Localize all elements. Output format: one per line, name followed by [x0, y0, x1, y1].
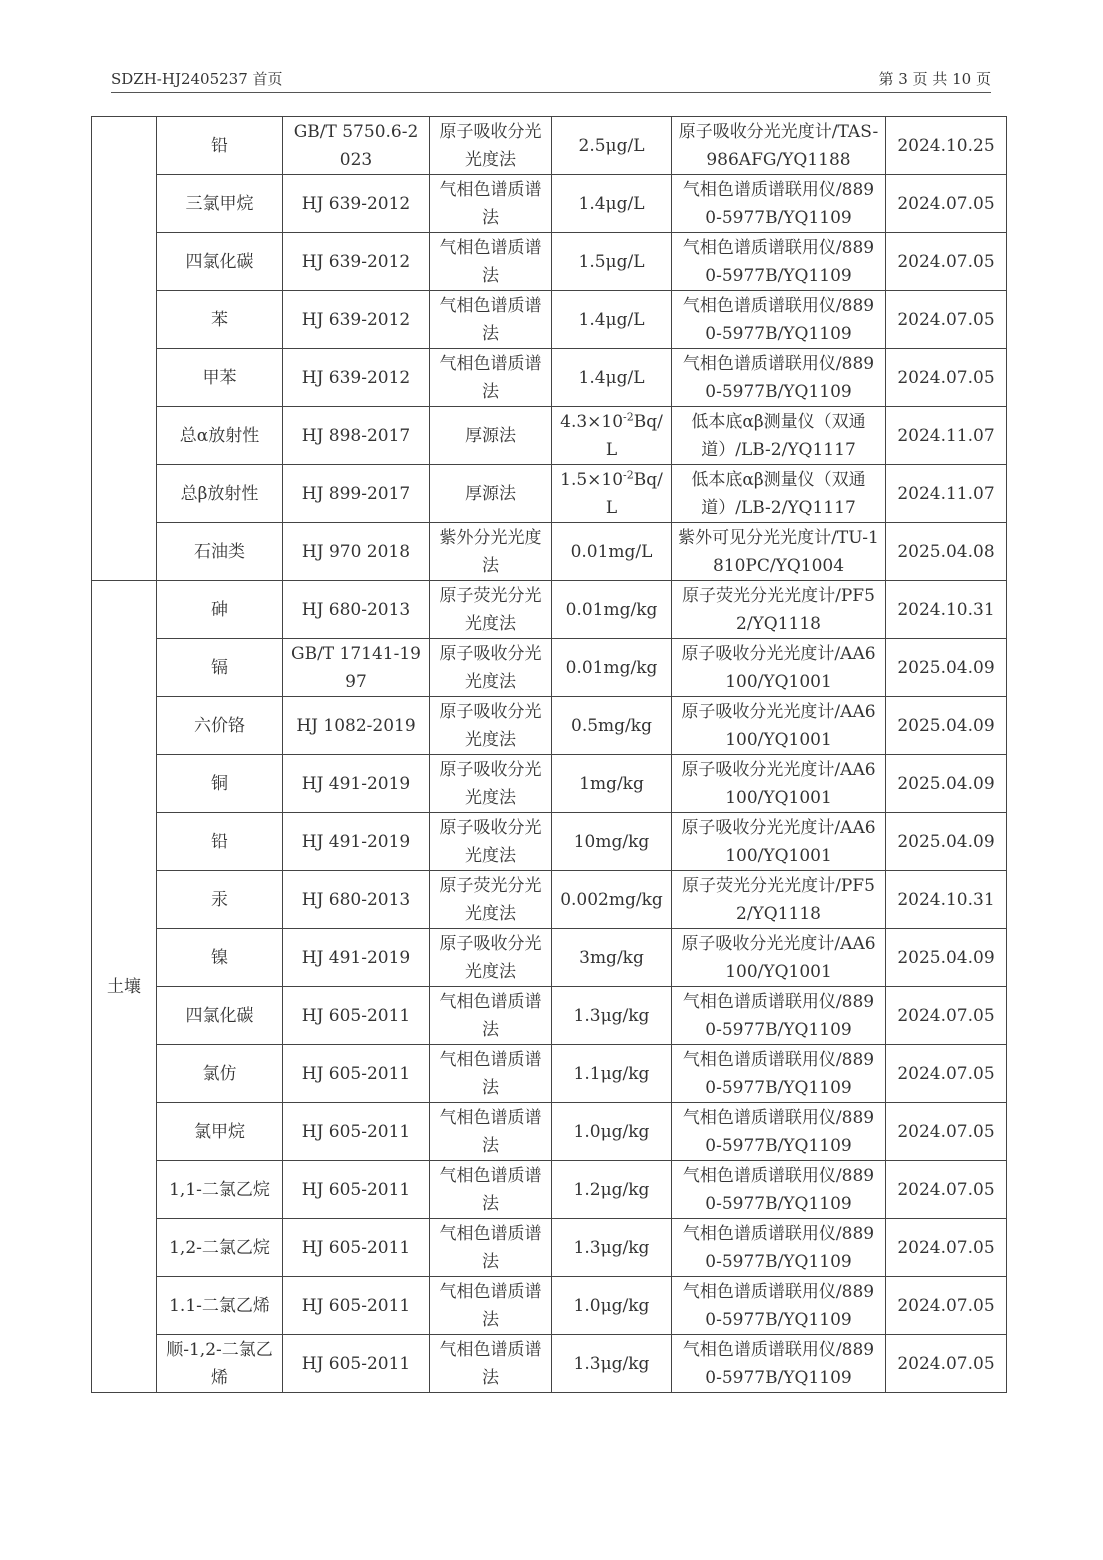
date-cell: 2024.07.05	[886, 1161, 1007, 1219]
instrument-cell: 原子荧光分光光度计/PF52/YQ1118	[672, 581, 886, 639]
method-cell: 气相色谱质谱法	[430, 1045, 552, 1103]
detection-limit-cell: 1.4μg/L	[552, 175, 672, 233]
standard-cell: HJ 605-2011	[283, 1335, 430, 1393]
category-cell	[92, 117, 157, 581]
method-cell: 气相色谱质谱法	[430, 1161, 552, 1219]
detection-limit-cell: 1.3μg/kg	[552, 1335, 672, 1393]
item-cell: 铅	[157, 813, 283, 871]
standard-cell: HJ 970 2018	[283, 523, 430, 581]
instrument-cell: 气相色谱质谱联用仪/8890-5977B/YQ1109	[672, 1161, 886, 1219]
date-cell: 2025.04.09	[886, 755, 1007, 813]
detection-limit-cell: 1.2μg/kg	[552, 1161, 672, 1219]
limit-exponent: -2	[623, 409, 634, 423]
standard-cell: HJ 491-2019	[283, 813, 430, 871]
detection-limit-cell: 1mg/kg	[552, 755, 672, 813]
item-cell: 石油类	[157, 523, 283, 581]
page-header	[111, 68, 991, 93]
date-cell: 2024.10.31	[886, 871, 1007, 929]
table-row	[92, 465, 1007, 523]
table-row	[92, 813, 1007, 871]
standard-cell: HJ 639-2012	[283, 291, 430, 349]
instrument-cell: 低本底αβ测量仪（双通道）/LB-2/YQ1117	[672, 407, 886, 465]
method-cell: 厚源法	[430, 465, 552, 523]
method-cell: 气相色谱质谱法	[430, 987, 552, 1045]
method-cell: 气相色谱质谱法	[430, 1219, 552, 1277]
method-cell: 原子吸收分光光度法	[430, 639, 552, 697]
method-cell: 气相色谱质谱法	[430, 1335, 552, 1393]
table-row	[92, 581, 1007, 639]
table-row	[92, 349, 1007, 407]
method-cell: 气相色谱质谱法	[430, 291, 552, 349]
limit-unit: Bq/L	[605, 411, 663, 460]
date-cell: 2025.04.09	[886, 697, 1007, 755]
date-cell: 2024.07.05	[886, 291, 1007, 349]
method-cell: 原子吸收分光光度法	[430, 929, 552, 987]
table-row	[92, 1219, 1007, 1277]
date-cell: 2024.11.07	[886, 407, 1007, 465]
instrument-cell: 原子吸收分光光度计/TAS-986AFG/YQ1188	[672, 117, 886, 175]
date-cell: 2024.10.25	[886, 117, 1007, 175]
table-row	[92, 523, 1007, 581]
standard-cell: HJ 605-2011	[283, 1161, 430, 1219]
date-cell: 2024.07.05	[886, 175, 1007, 233]
date-cell: 2024.07.05	[886, 1045, 1007, 1103]
item-cell: 总β放射性	[157, 465, 283, 523]
method-cell: 气相色谱质谱法	[430, 1277, 552, 1335]
standard-cell: HJ 1082-2019	[283, 697, 430, 755]
detection-limit-cell: 0.01mg/kg	[552, 639, 672, 697]
standard-cell: HJ 605-2011	[283, 1277, 430, 1335]
detection-limit-cell: 0.002mg/kg	[552, 871, 672, 929]
standard-cell: HJ 605-2011	[283, 1103, 430, 1161]
category-cell: 土壤	[92, 581, 157, 1393]
item-cell: 总α放射性	[157, 407, 283, 465]
method-cell: 气相色谱质谱法	[430, 233, 552, 291]
date-cell: 2024.07.05	[886, 233, 1007, 291]
item-cell: 顺-1,2-二氯乙烯	[157, 1335, 283, 1393]
table-row	[92, 407, 1007, 465]
detection-limit-cell: 3mg/kg	[552, 929, 672, 987]
instrument-cell: 原子吸收分光光度计/AA6100/YQ1001	[672, 697, 886, 755]
method-cell: 原子荧光分光光度法	[430, 871, 552, 929]
standard-cell: HJ 899-2017	[283, 465, 430, 523]
table-row	[92, 987, 1007, 1045]
item-cell: 三氯甲烷	[157, 175, 283, 233]
detection-limit-cell: 0.01mg/L	[552, 523, 672, 581]
table-body	[92, 117, 1007, 1393]
date-cell: 2024.07.05	[886, 1103, 1007, 1161]
date-cell: 2025.04.09	[886, 929, 1007, 987]
instrument-cell: 气相色谱质谱联用仪/8890-5977B/YQ1109	[672, 1045, 886, 1103]
table-row	[92, 1045, 1007, 1103]
detection-limit-cell: 1.0μg/kg	[552, 1103, 672, 1161]
detection-limit-cell: 10mg/kg	[552, 813, 672, 871]
instrument-cell: 气相色谱质谱联用仪/8890-5977B/YQ1109	[672, 291, 886, 349]
table-row	[92, 117, 1007, 175]
item-cell: 镉	[157, 639, 283, 697]
table-row	[92, 233, 1007, 291]
item-cell: 1.1-二氯乙烯	[157, 1277, 283, 1335]
method-cell: 原子吸收分光光度法	[430, 813, 552, 871]
table-row	[92, 1161, 1007, 1219]
instrument-cell: 原子吸收分光光度计/AA6100/YQ1001	[672, 639, 886, 697]
standard-cell: HJ 605-2011	[283, 987, 430, 1045]
date-cell: 2024.07.05	[886, 1219, 1007, 1277]
instrument-cell: 低本底αβ测量仪（双通道）/LB-2/YQ1117	[672, 465, 886, 523]
method-cell: 气相色谱质谱法	[430, 1103, 552, 1161]
table-row	[92, 291, 1007, 349]
standard-cell: HJ 680-2013	[283, 581, 430, 639]
table-row	[92, 1277, 1007, 1335]
date-cell: 2025.04.09	[886, 639, 1007, 697]
item-cell: 六价铬	[157, 697, 283, 755]
date-cell: 2024.07.05	[886, 349, 1007, 407]
table-row	[92, 1103, 1007, 1161]
report-number: SDZH-HJ2405237 首页	[111, 70, 283, 88]
detection-limit-cell: 0.5mg/kg	[552, 697, 672, 755]
standard-cell: HJ 639-2012	[283, 175, 430, 233]
detection-methods-table	[91, 116, 1007, 1393]
detection-limit-cell: 1.1μg/kg	[552, 1045, 672, 1103]
detection-limit-cell: 0.01mg/kg	[552, 581, 672, 639]
detection-limit-cell: 1.5μg/L	[552, 233, 672, 291]
item-cell: 1,2-二氯乙烷	[157, 1219, 283, 1277]
table-row	[92, 697, 1007, 755]
instrument-cell: 气相色谱质谱联用仪/8890-5977B/YQ1109	[672, 349, 886, 407]
item-cell: 汞	[157, 871, 283, 929]
item-cell: 氯甲烷	[157, 1103, 283, 1161]
item-cell: 四氯化碳	[157, 233, 283, 291]
standard-cell: HJ 605-2011	[283, 1219, 430, 1277]
limit-base: 4.3×10	[560, 411, 624, 432]
item-cell: 1,1-二氯乙烷	[157, 1161, 283, 1219]
detection-limit-cell: 1.4μg/L	[552, 291, 672, 349]
standard-cell: HJ 680-2013	[283, 871, 430, 929]
instrument-cell: 气相色谱质谱联用仪/8890-5977B/YQ1109	[672, 1335, 886, 1393]
limit-unit: Bq/L	[605, 469, 663, 518]
date-cell: 2025.04.08	[886, 523, 1007, 581]
standard-cell: HJ 639-2012	[283, 233, 430, 291]
standard-cell: HJ 605-2011	[283, 1045, 430, 1103]
method-cell: 原子吸收分光光度法	[430, 117, 552, 175]
method-cell: 原子吸收分光光度法	[430, 697, 552, 755]
table-row	[92, 871, 1007, 929]
table-row	[92, 639, 1007, 697]
instrument-cell: 气相色谱质谱联用仪/8890-5977B/YQ1109	[672, 1277, 886, 1335]
standard-cell: HJ 898-2017	[283, 407, 430, 465]
detection-limit-cell	[552, 465, 672, 523]
limit-base: 1.5×10	[560, 469, 624, 490]
method-cell: 气相色谱质谱法	[430, 349, 552, 407]
standard-cell: HJ 491-2019	[283, 755, 430, 813]
date-cell: 2025.04.09	[886, 813, 1007, 871]
detection-limit-cell: 1.0μg/kg	[552, 1277, 672, 1335]
item-cell: 铜	[157, 755, 283, 813]
standard-cell: GB/T 17141-1997	[283, 639, 430, 697]
instrument-cell: 原子吸收分光光度计/AA6100/YQ1001	[672, 755, 886, 813]
item-cell: 氯仿	[157, 1045, 283, 1103]
instrument-cell: 气相色谱质谱联用仪/8890-5977B/YQ1109	[672, 175, 886, 233]
table-row	[92, 175, 1007, 233]
date-cell: 2024.10.31	[886, 581, 1007, 639]
method-cell: 厚源法	[430, 407, 552, 465]
item-cell: 铅	[157, 117, 283, 175]
detection-limit-cell: 1.3μg/kg	[552, 1219, 672, 1277]
detection-limit-cell: 1.4μg/L	[552, 349, 672, 407]
detection-limit-cell: 1.3μg/kg	[552, 987, 672, 1045]
instrument-cell: 原子荧光分光光度计/PF52/YQ1118	[672, 871, 886, 929]
detection-limit-cell: 2.5μg/L	[552, 117, 672, 175]
table-row	[92, 755, 1007, 813]
date-cell: 2024.07.05	[886, 1335, 1007, 1393]
method-cell: 气相色谱质谱法	[430, 175, 552, 233]
page-info: 第 3 页 共 10 页	[878, 70, 991, 88]
method-cell: 原子荧光分光光度法	[430, 581, 552, 639]
limit-exponent: -2	[623, 467, 634, 481]
date-cell: 2024.07.05	[886, 987, 1007, 1045]
instrument-cell: 原子吸收分光光度计/AA6100/YQ1001	[672, 813, 886, 871]
item-cell: 四氯化碳	[157, 987, 283, 1045]
method-cell: 原子吸收分光光度法	[430, 755, 552, 813]
item-cell: 砷	[157, 581, 283, 639]
standard-cell: GB/T 5750.6-2023	[283, 117, 430, 175]
instrument-cell: 气相色谱质谱联用仪/8890-5977B/YQ1109	[672, 987, 886, 1045]
table-row	[92, 929, 1007, 987]
date-cell: 2024.07.05	[886, 1277, 1007, 1335]
standard-cell: HJ 491-2019	[283, 929, 430, 987]
detection-limit-cell	[552, 407, 672, 465]
standard-cell: HJ 639-2012	[283, 349, 430, 407]
instrument-cell: 原子吸收分光光度计/AA6100/YQ1001	[672, 929, 886, 987]
item-cell: 镍	[157, 929, 283, 987]
item-cell: 苯	[157, 291, 283, 349]
instrument-cell: 紫外可见分光光度计/TU-1810PC/YQ1004	[672, 523, 886, 581]
date-cell: 2024.11.07	[886, 465, 1007, 523]
instrument-cell: 气相色谱质谱联用仪/8890-5977B/YQ1109	[672, 1219, 886, 1277]
instrument-cell: 气相色谱质谱联用仪/8890-5977B/YQ1109	[672, 1103, 886, 1161]
method-cell: 紫外分光光度法	[430, 523, 552, 581]
instrument-cell: 气相色谱质谱联用仪/8890-5977B/YQ1109	[672, 233, 886, 291]
table-row	[92, 1335, 1007, 1393]
item-cell: 甲苯	[157, 349, 283, 407]
